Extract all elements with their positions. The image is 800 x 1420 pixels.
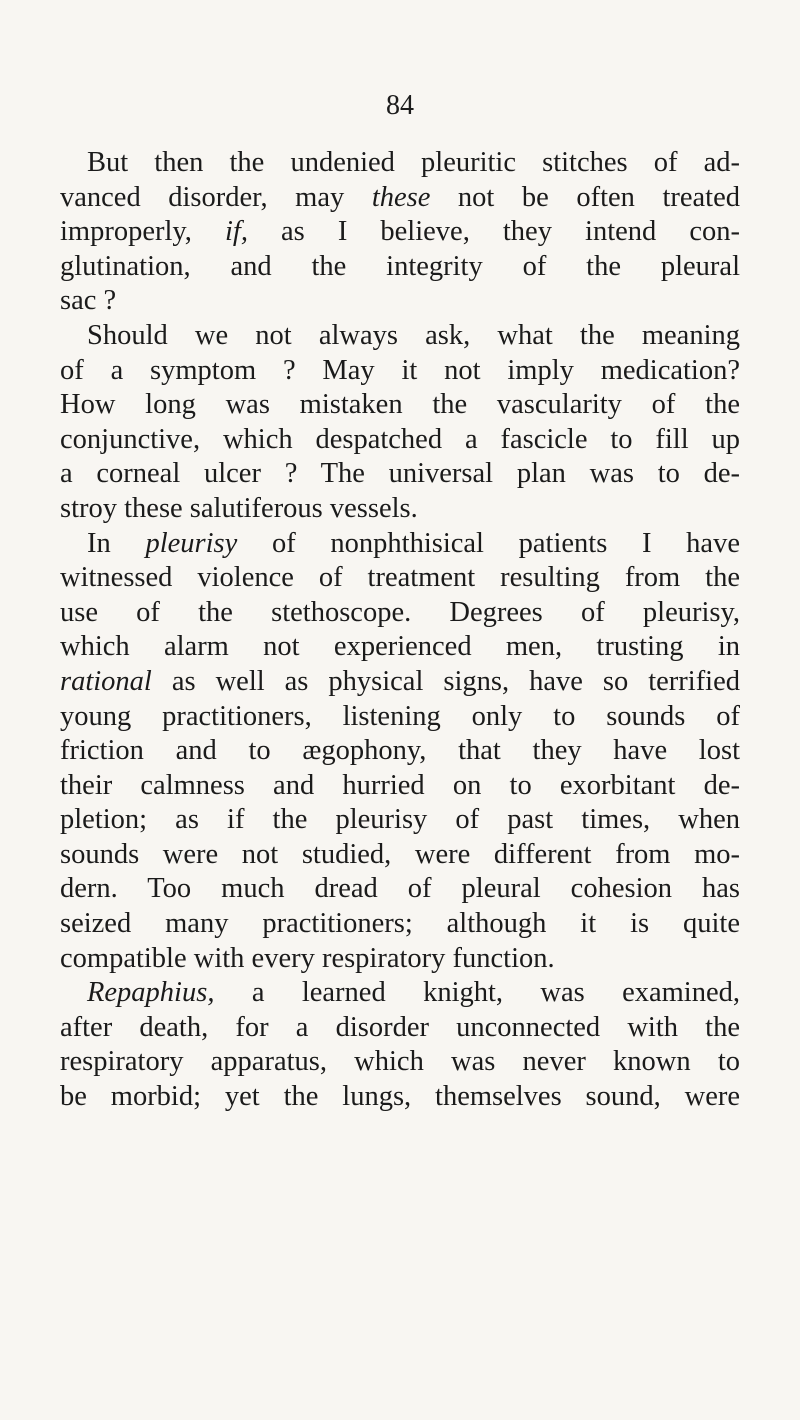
text-line: young practitioners, listening only to sounds of	[60, 700, 740, 732]
text-line	[60, 665, 740, 700]
text-run: as well as physical signs, have so terrified	[151, 665, 740, 697]
text-line: dern. Too much dread of pleural cohesion has	[60, 873, 740, 905]
text-line: pletion; as if the pleurisy of past times, when	[60, 804, 740, 836]
text-line: of a symptom ? May it not imply medication?	[60, 354, 740, 386]
text-run: of nonphthisical patients I have	[237, 527, 740, 559]
text-line: stroy these salutiferous vessels.	[60, 492, 418, 524]
text-line	[60, 215, 740, 250]
text-line: respiratory apparatus, which was never known to	[60, 1046, 740, 1078]
italic-text: Repaphius,	[87, 977, 215, 1009]
text-line: glutination, and the integrity of the pleural	[60, 250, 740, 282]
text-line: Should we not always ask, what the meaning	[87, 319, 740, 351]
text-line	[60, 976, 740, 1011]
text-line	[60, 527, 740, 562]
text-run: not be often treated	[430, 181, 740, 213]
text-line	[60, 181, 740, 216]
text-run: improperly,	[60, 216, 225, 248]
body-text	[60, 146, 740, 1115]
text-line: after death, for a disorder unconnected with the	[60, 1011, 740, 1043]
text-line: But then the undenied pleuritic stitches of ad-	[87, 147, 740, 178]
text-line: sac ?	[60, 285, 117, 317]
text-line: witnessed violence of treatment resulting from the	[60, 562, 740, 594]
text-line: seized many practitioners; although it is quite	[60, 908, 740, 940]
text-line: How long was mistaken the vascularity of the	[60, 389, 740, 421]
text-line: conjunctive, which despatched a fascicle to fill up	[60, 423, 740, 455]
text-run: a learned knight, was examined,	[214, 977, 740, 1009]
italic-text: if,	[224, 216, 248, 248]
text-run: as I believe, they intend con-	[247, 216, 740, 248]
page-number: 84	[386, 90, 414, 121]
text-line: a corneal ulcer ? The universal plan was to de-	[60, 458, 740, 490]
text-line: be morbid; yet the lungs, themselves sound, were	[60, 1081, 740, 1113]
text-run: vanced disorder, may	[60, 181, 372, 213]
text-line: their calmness and hurried on to exorbitant de-	[60, 769, 740, 801]
text-run: In	[87, 527, 146, 559]
italic-text: pleurisy	[145, 527, 238, 559]
text-line: compatible with every respiratory function.	[60, 942, 555, 974]
italic-text: rational	[60, 665, 152, 697]
text-line: friction and to ægophony, that they have lost	[60, 735, 740, 767]
text-line: sounds were not studied, were different from mo-	[60, 838, 740, 870]
text-line: use of the stethoscope. Degrees of pleurisy,	[60, 596, 740, 628]
italic-text: these	[371, 181, 431, 213]
text-line: which alarm not experienced men, trusting in	[60, 631, 740, 663]
